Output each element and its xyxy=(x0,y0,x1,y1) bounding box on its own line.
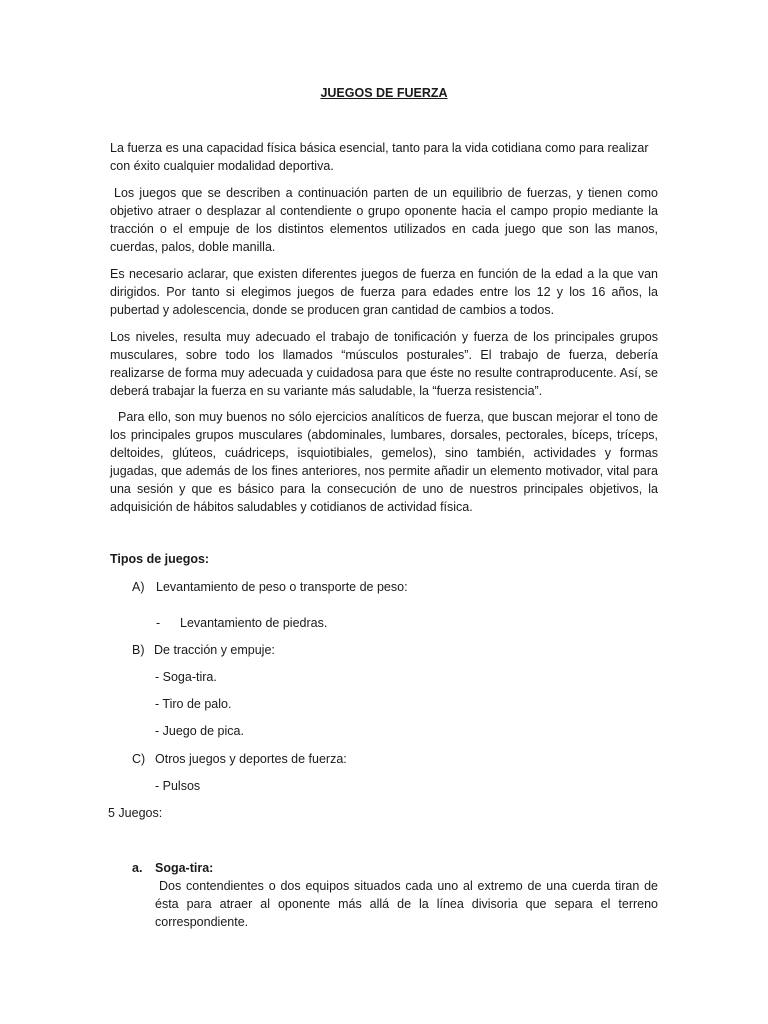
section-c-marker: C) xyxy=(132,752,146,766)
section-a-marker: A) xyxy=(132,580,145,594)
paragraph-intro: La fuerza es una capacidad física básica esencial, tanto para la vida cotidiana como para realizar con éxito cualquier modalidad deportiva. xyxy=(110,141,649,173)
game-a-title: Soga-tira: xyxy=(155,861,214,875)
paragraph-levels: Los niveles, resulta muy adecuado el trabajo de tonificación y fuerza de los principales grupos musculares, sobre todo los llamados “músculos posturales”. El trabajo de fuerza, debería realizarse de forma muy adecuada y cuidadosa para que éste no resulte contraproducente. Así, se deberá trabajar la fuerza en su variante más saludable, la “fuerza resistencia”. xyxy=(110,330,658,398)
section-b-item: - Juego de pica. xyxy=(155,724,244,738)
dash-bullet: - xyxy=(156,616,161,630)
paragraph-description: Los juegos que se describen a continuación parten de un equilibrio de fuerzas, y tienen como objetivo atraer o desplazar al contendiente o grupo oponente hacia el campo propio mediante la tracción o el empuje de los distintos elementos utilizados en cada juego que son las manos, cuerdas, palos, doble manilla. xyxy=(110,186,658,254)
paragraph-age: Es necesario aclarar, que existen diferentes juegos de fuerza en función de la edad a la que van dirigidos. Por tanto si elegimos juegos de fuerza para edades entre los 12 y los 16 años, la pubertad y adolescencia, donde se producen gran cantidad de cambios a todos. xyxy=(110,267,658,317)
games-heading: 5 Juegos: xyxy=(108,806,163,820)
section-a-item: Levantamiento de piedras. xyxy=(180,616,328,630)
section-b-item: - Tiro de palo. xyxy=(155,697,232,711)
section-c-item: - Pulsos xyxy=(155,779,201,793)
paragraph-benefits: Para ello, son muy buenos no sólo ejercicios analíticos de fuerza, que buscan mejorar el tono de los principales grupos musculares (abdominales, lumbares, dorsales, pectorales, bíceps, tríceps, deltoides, glúteos, cuádriceps, isquiotibiales, gemelos), sino también, actividades y formas jugadas, que además de los fines anteriores, nos permite añadir un elemento motivador, vital para una sesión y que es básico para la consecución de uno de nuestros principales objetivos, la adquisición de hábitos saludables y cotidianos de actividad física. xyxy=(110,410,658,514)
game-a-description: Dos contendientes o dos equipos situados cada uno al extremo de una cuerda tiran de ésta para atraer al oponente más allá de la línea divisoria que separa el terreno correspondiente. xyxy=(155,879,658,929)
section-a-label: Levantamiento de peso o transporte de peso: xyxy=(156,580,408,594)
section-b-marker: B) xyxy=(132,643,145,657)
tipos-heading: Tipos de juegos: xyxy=(110,552,210,566)
section-b-item: - Soga-tira. xyxy=(155,670,217,684)
document-title: JUEGOS DE FUERZA xyxy=(320,86,448,100)
section-c-label: Otros juegos y deportes de fuerza: xyxy=(155,752,347,766)
section-b-label: De tracción y empuje: xyxy=(154,643,275,657)
game-a-marker: a. xyxy=(132,861,143,875)
